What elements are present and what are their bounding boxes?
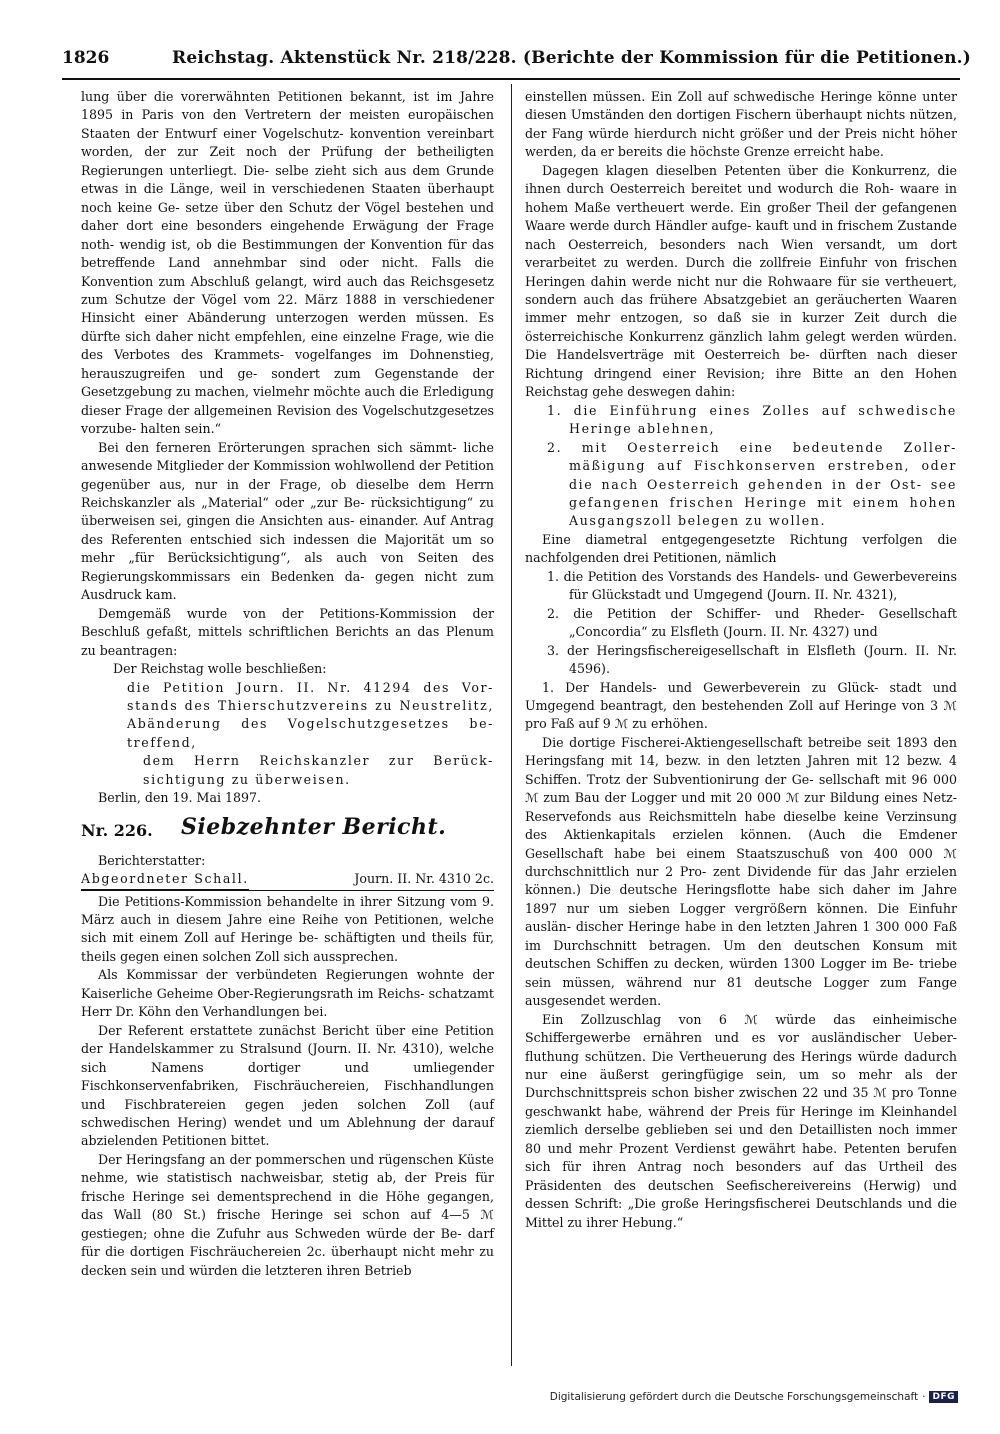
dfg-logo-icon: DFG	[929, 1391, 958, 1403]
list-item: 3. der Heringsfischereigesellschaft in Elsfleth (Journ. II. Nr. 4596).	[547, 642, 957, 677]
list-item: 1. die Einführung eines Zolles auf schwedische Heringe ablehnen,	[547, 402, 957, 437]
paragraph: 1. Der Handels- und Gewerbeverein zu Glück- stadt und Umgegend beantragt, den bestehenden Zoll auf Heringe von 3 ℳ pro Faß auf 9 ℳ zu erhöhen.	[525, 679, 957, 732]
paragraph: Die Petitions-Kommission behandelte in ihrer Sitzung vom 9. März auch in diesem Jahre eine Reihe von Petitionen, welche sich mit einem Zoll auf Heringe be- schäftigten und theils für, theils gegen einen solchen Zoll sich aussprechen.	[81, 893, 494, 964]
column-divider	[511, 84, 512, 1366]
paragraph: Als Kommissar der verbündeten Regierungen wohnte der Kaiserliche Geheime Ober-Regierungsrath im Reichs- schatzamt Herr Dr. Köhn den Verhandlungen bei.	[81, 967, 494, 1020]
journal-reference: Journ. II. Nr. 4310 2c.	[354, 871, 494, 887]
paragraph: Der Referent erstattete zunächst Bericht über eine Petition der Handelskammer zu Stralsund (Journ. II. Nr. 4310), welche sich Namens dortiger und umliegender Fischkonservenfabriken, Fischräuchereien, Fischhandlungen und Fischbratereien gegen jeden solchen Zoll (auf schwedischen Hering) wendet und um Ablehnung der darauf abzielenden Petitionen bittet.	[81, 1022, 494, 1149]
paragraph: Demgemäß wurde von der Petitions-Kommission der Beschluß gefaßt, mittels schriftlichen Berichts an das Plenum zu beantragen:	[81, 605, 494, 658]
paragraph: Der Heringsfang an der pommerschen und rügenschen Küste nehme, wie statistisch nachweisbar, stetig ab, der Preis für frische Heringe sei dementsprechend in die Höhe gegangen, das Wall (80 St.) frische Heringe sei schon auf 4—5 ℳ gestiegen; ohne die Zufuhr aus Schweden würde der Be- darf für die dortigen Fischräuchereien 2c. überhaupt nicht mehr zu decken sein und würden die letzteren ihren Betrieb	[81, 1151, 494, 1278]
list-item: 1. die Petition des Vorstands des Handels- und Gewerbevereins für Glückstadt und Umgegend (Journ. II. Nr. 4321),	[547, 568, 957, 603]
paragraph: Eine diametral entgegengesetzte Richtung verfolgen die nachfolgenden drei Petitionen, nämlich	[525, 531, 957, 566]
report-heading	[81, 813, 494, 846]
date-line: Berlin, den 19. Mai 1897.	[98, 790, 262, 806]
funding-footer	[550, 1391, 958, 1403]
right-column	[525, 88, 957, 1232]
footer-text: Digitalisierung gefördert durch die Deutsche Forschungsgemeinschaft	[549, 1391, 919, 1403]
header-rule	[62, 78, 960, 80]
report-number: Nr. 226.	[81, 820, 153, 840]
paragraph: einstellen müssen. Ein Zoll auf schwedische Heringe könne unter diesen Umständen den dortigen Fischern überhaupt nichts nützen, der Fang würde hierdurch nicht größer und der Preis nicht höher werden, da er bereits die höchste Grenze erreicht habe.	[525, 89, 957, 160]
motion-body: die Petition Journ. II. Nr. 41294 des Vor- stands des Thierschutzvereins zu Neustrelitz, Abänderung des Vogelschutzgesetzes be- treffend,	[127, 679, 494, 750]
left-column	[81, 88, 494, 1280]
list-item: 2. mit Oesterreich eine bedeutende Zoller- mäßigung auf Fischkonserven erstreben, oder die nach Oesterreich gehenden in der Ost- see gefangenen frischen Heringe mit einem hohen Ausgangszoll belegen zu wollen.	[547, 439, 957, 529]
motion-intro: Der Reichstag wolle beschließen:	[113, 661, 327, 677]
paragraph: lung über die vorerwähnten Petitionen bekannt, ist im Jahre 1895 in Paris von den Vertretern der meisten europäischen Staaten der Entwurf einer Vogelschutz- konvention vereinbart worden, der zur Zeit noch der Prüfung der betheiligten Regierungen unterliegt. Die- selbe zieht sich aus dem Grunde etwas in die Länge, weil in verschiedenen Staaten überhaupt noch keine Ge- setze über den Schutz der Vögel bestehen und daher dort eine besonders eingehende Erwägung der Frage noth- wendig ist, ob die Bestimmungen der Konvention für das betreffende Land annehmbar sind oder nicht. Falls die Konvention zum Abschluß gelangt, wird auch das Reichsgesetz zum Schutze der Vögel vom 22. März 1888 in verschiedener Hinsicht einer Abänderung unterzogen werden müssen. Es dürfte sich daher nicht empfehlen, eine einzelne Frage, wie die des Verbotes des Krammets- vogelfanges im Dohnenstieg, herauszugreifen und ge- sondert zum Gegenstande der Gesetzgebung zu machen, vielmehr möchte auch die Erledigung dieser Frage der allgemeinen Revision des Vogelschutzgesetzes vorzube- halten sein.“	[81, 89, 494, 437]
paragraph: Dagegen klagen dieselben Petenten über die Konkurrenz, die ihnen durch Oesterreich bereitet und wodurch die Roh- waare in hohem Maße vertheuert werde. Ein großer Theil der gefangenen Waare werde durch Händler aufge- kauft und in frischem Zustande nach Oesterreich, besonders nach Wien versandt, um dort verarbeitet zu werden. Durch die zollfreie Einfuhr von frischen Heringen dahin werde nicht nur die Rohwaare für sie vertheuert, sondern auch das frühere Absatzgebiet an geräucherten Waaren immer mehr entzogen, so daß sie in kurzer Zeit durch die österreichische Konkurrenz gänzlich lahm gelegt werden würden. Die Handelsverträge mit Oesterreich be- dürften nach dieser Richtung dringend einer Revision; ihre Bitte an den Hohen Reichstag gehe deswegen dahin:	[525, 162, 957, 400]
petition-list	[525, 568, 957, 679]
paragraph: Die dortige Fischerei-Aktiengesellschaft betreibe seit 1893 den Heringsfang mit 14, bezw. in den letzten Jahren mit 12 bezw. 4 Schiffen. Trotz der Subventionirung der Ge- sellschaft mit 96 000 ℳ zum Bau der Logger und mit 20 000 ℳ zur Bildung eines Netz-Reservefonds aus Reichsmitteln habe dieselbe keine Verzinsung des Aktienkapitals erzielen können. (Auch die Emdener Gesellschaft habe bei einem Staatszuschuß von 400 000 ℳ durchschnittlich nur 2 Pro- zent Dividende für das Jahr erzielen können.) Die deutsche Heringsflotte habe sich daher im Jahre 1897 nur um sieben Logger vergrößern können. Die Einfuhr auslän- discher Heringe habe in den letzten Jahren 1 300 000 Faß im Durchschnitt betragen. Um den deutschen Konsum mit deutschen Schiffen zu decken, würden 1300 Logger im Be- triebe sein müssen, während nur 81 deutsche Logger zum Fange ausgesendet werden.	[525, 734, 957, 1009]
report-title: Siebzehnter Bericht.	[181, 813, 447, 840]
paragraph: Ein Zollzuschlag von 6 ℳ würde das einheimische Schiffergewerbe ernähren und es vor ausländischer Ueber- fluthung schützen. Die Vertheuerung des Herings würde dadurch nur eine äußerst geringfügige sein, um so mehr als der Durchschnittspreis schon bisher zwischen 22 und 35 ℳ pro Tonne geschwankt habe, während der Preis für Heringe im Kleinhandel ziemlich derselbe geblieben sei und den Detaillisten noch immer 80 und mehr Prozent Verdienst gewährt habe. Petenten berufen sich für ihren Antrag noch besonders auf das Urtheil des Präsidenten des deutschen Seefischereivereins (Herwig) und dessen Schrift: „Die große Heringsfischerei Deutschlands und die Mittel zu ihrer Hebung.“	[525, 1011, 957, 1230]
footer-separator: ·	[922, 1391, 926, 1403]
motion-body-2: dem Herrn Reichskanzler zur Berück- sichtigung zu überweisen.	[143, 753, 494, 787]
reporter-line	[81, 870, 494, 889]
section-rule	[81, 890, 494, 891]
list-item: 2. die Petition der Schiffer- und Rheder- Gesellschaft „Concordia“ zu Elsfleth (Journ. II. Nr. 4327) und	[547, 605, 957, 640]
running-title: Reichstag. Aktenstück Nr. 218/228. (Berichte der Kommission für die Petitionen.)	[172, 48, 972, 68]
request-list	[525, 402, 957, 531]
paragraph: Bei den ferneren Erörterungen sprachen sich sämmt- liche anwesende Mitglieder der Kommission wohlwollend der Petition gegenüber aus, nur in der Frage, ob dieselbe dem Herrn Reichskanzler als „Material“ oder „zur Be- rücksichtigung“ zu überweisen sei, gingen die Ansichten aus- einander. Auf Antrag des Referenten entschied sich indessen die Majorität um so mehr „für Berücksichtigung“, als auch von Seiten des Regierungskommissars ein Bedenken da- gegen nicht zum Ausdruck kam.	[81, 439, 494, 603]
page-header	[62, 48, 972, 76]
reporter-label: Berichterstatter:	[98, 852, 206, 868]
motion-block	[81, 660, 494, 789]
reporter-name: Abgeordneter Schall.	[81, 870, 249, 889]
page-number: 1826	[62, 48, 110, 68]
